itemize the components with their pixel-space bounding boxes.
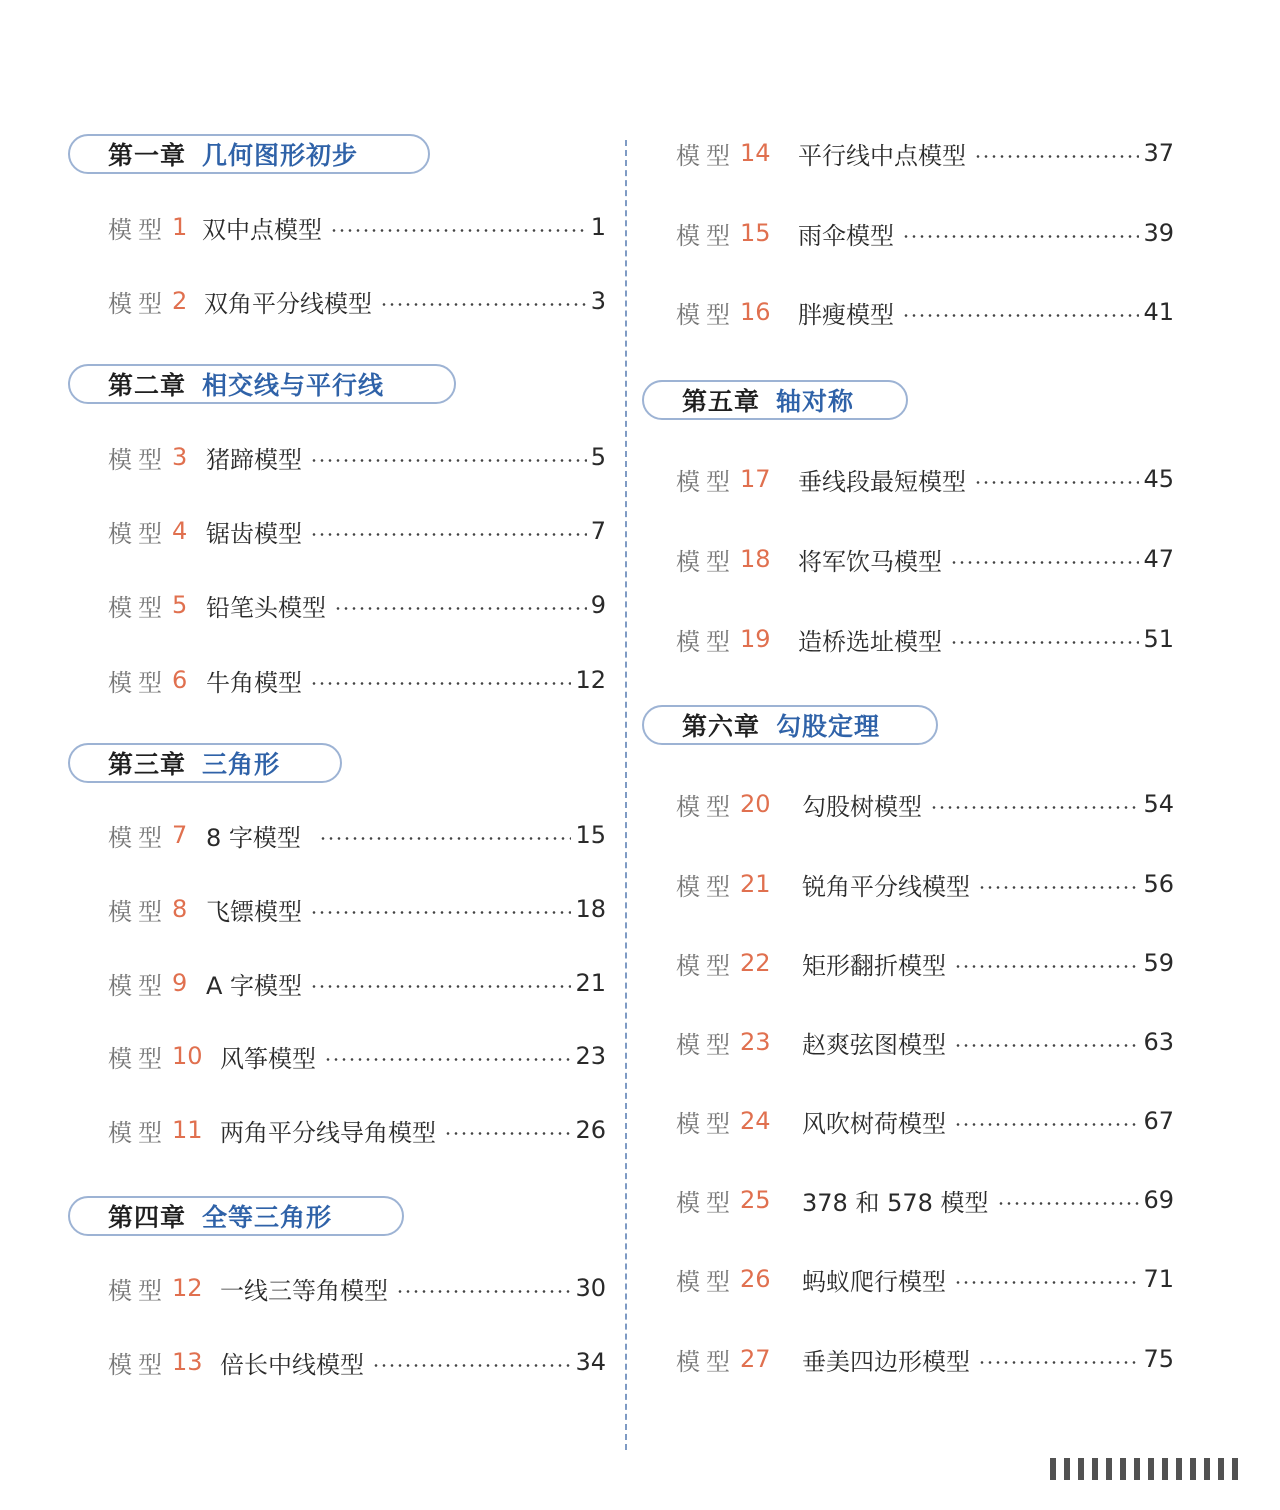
entry-number: 1 — [172, 213, 188, 241]
toc-entry[interactable] — [676, 864, 1174, 904]
chapter-number: 第三章 — [108, 750, 187, 779]
entry-name: 勾股树模型 — [802, 792, 922, 821]
dot-leader — [310, 459, 587, 462]
dot-leader — [310, 533, 587, 536]
toc-left-column — [0, 0, 625, 1510]
entry-name: 双角平分线模型 — [204, 289, 372, 318]
entry-number: 2 — [172, 287, 188, 315]
toc-entry[interactable] — [108, 660, 606, 700]
entry-name: 378 和 578 模型 — [802, 1188, 989, 1217]
entry-label: 模型 — [676, 1347, 736, 1376]
entry-number: 9 — [172, 969, 188, 997]
entry-page: 51 — [1143, 625, 1174, 653]
chapter-heading[interactable] — [642, 705, 938, 745]
entry-name: 锯齿模型 — [206, 519, 302, 548]
chapter-number: 第四章 — [108, 1203, 187, 1232]
dot-leader — [334, 607, 587, 610]
toc-entry[interactable] — [676, 619, 1174, 659]
toc-entry[interactable] — [108, 1268, 606, 1308]
entry-label: 模型 — [108, 445, 168, 474]
entry-number: 16 — [740, 298, 771, 326]
entry-page: 1 — [590, 213, 606, 241]
toc-entry[interactable] — [676, 1022, 1174, 1062]
dot-leader — [954, 965, 1139, 968]
chapter-title: 相交线与平行线 — [202, 371, 385, 400]
entry-page: 5 — [590, 443, 606, 471]
entry-page: 30 — [575, 1274, 606, 1302]
dot-leader — [330, 229, 587, 232]
entry-name: 猪蹄模型 — [206, 445, 302, 474]
dot-leader — [954, 1044, 1139, 1047]
entry-label: 模型 — [676, 1267, 736, 1296]
toc-entry[interactable] — [108, 963, 606, 1003]
entry-label: 模型 — [108, 971, 168, 1000]
dot-leader — [950, 561, 1139, 564]
entry-name: 风吹树荷模型 — [802, 1109, 946, 1138]
dot-leader — [997, 1202, 1140, 1205]
entry-name: 两角平分线导角模型 — [220, 1118, 436, 1147]
dot-leader — [902, 314, 1139, 317]
chapter-title: 三角形 — [202, 750, 281, 779]
dot-leader — [974, 481, 1139, 484]
entry-name: 雨伞模型 — [798, 221, 894, 250]
chapter-title: 轴对称 — [776, 387, 855, 416]
entry-label: 模型 — [676, 467, 736, 496]
dot-leader — [319, 837, 572, 840]
dot-leader — [380, 303, 587, 306]
entry-number: 3 — [172, 443, 188, 471]
entry-number: 11 — [172, 1116, 203, 1144]
dot-leader — [372, 1364, 571, 1367]
entry-label: 模型 — [676, 300, 736, 329]
entry-number: 19 — [740, 625, 771, 653]
toc-entry[interactable] — [676, 1180, 1174, 1220]
entry-name: 一线三等角模型 — [220, 1276, 388, 1305]
entry-label: 模型 — [676, 1188, 736, 1217]
entry-number: 22 — [740, 949, 771, 977]
entry-name: 飞镖模型 — [206, 897, 302, 926]
toc-entry[interactable] — [676, 292, 1174, 332]
entry-number: 13 — [172, 1348, 203, 1376]
chapter-heading[interactable] — [642, 380, 908, 420]
entry-name: 将军饮马模型 — [798, 547, 942, 576]
entry-name: 胖瘦模型 — [798, 300, 894, 329]
entry-label: 模型 — [108, 289, 168, 318]
dot-leader — [974, 155, 1139, 158]
entry-page: 18 — [575, 895, 606, 923]
entry-name: 8 字模型 — [206, 823, 301, 852]
entry-page: 54 — [1143, 790, 1174, 818]
entry-page: 41 — [1143, 298, 1174, 326]
entry-number: 15 — [740, 219, 771, 247]
entry-number: 17 — [740, 465, 771, 493]
entry-page: 71 — [1143, 1265, 1174, 1293]
entry-page: 39 — [1143, 219, 1174, 247]
chapter-title: 全等三角形 — [202, 1203, 333, 1232]
entry-page: 26 — [575, 1116, 606, 1144]
dot-leader — [930, 806, 1139, 809]
entry-number: 25 — [740, 1186, 771, 1214]
entry-number: 6 — [172, 666, 188, 694]
chapter-number: 第一章 — [108, 141, 187, 170]
toc-entry[interactable] — [676, 1339, 1174, 1379]
dot-leader — [954, 1123, 1139, 1126]
dot-leader — [396, 1290, 571, 1293]
toc-entry[interactable] — [676, 1101, 1174, 1141]
toc-entry[interactable] — [676, 943, 1174, 983]
entry-label: 模型 — [676, 951, 736, 980]
entry-name: A 字模型 — [206, 971, 303, 1000]
entry-page: 63 — [1143, 1028, 1174, 1056]
entry-page: 15 — [575, 821, 606, 849]
entry-page: 21 — [575, 969, 606, 997]
entry-number: 27 — [740, 1345, 771, 1373]
entry-name: 牛角模型 — [206, 668, 302, 697]
entry-number: 12 — [172, 1274, 203, 1302]
dot-leader — [954, 1281, 1139, 1284]
entry-page: 69 — [1143, 1186, 1174, 1214]
entry-page: 37 — [1143, 139, 1174, 167]
entry-page: 23 — [575, 1042, 606, 1070]
toc-entry[interactable] — [676, 459, 1174, 499]
entry-label: 模型 — [676, 141, 736, 170]
entry-name: 垂美四边形模型 — [802, 1347, 970, 1376]
toc-entry[interactable] — [108, 1110, 606, 1150]
entry-number: 5 — [172, 591, 188, 619]
entry-label: 模型 — [676, 792, 736, 821]
entry-page: 9 — [590, 591, 606, 619]
chapter-number: 第六章 — [682, 712, 761, 741]
entry-page: 34 — [575, 1348, 606, 1376]
entry-label: 模型 — [676, 221, 736, 250]
entry-label: 模型 — [108, 215, 168, 244]
dot-leader — [978, 1361, 1139, 1364]
toc-entry[interactable] — [108, 1342, 606, 1382]
entry-label: 模型 — [676, 547, 736, 576]
entry-name: 垂线段最短模型 — [798, 467, 966, 496]
entry-name: 铅笔头模型 — [206, 593, 326, 622]
entry-number: 4 — [172, 517, 188, 545]
entry-number: 23 — [740, 1028, 771, 1056]
entry-page: 3 — [590, 287, 606, 315]
entry-number: 20 — [740, 790, 771, 818]
toc-entry[interactable] — [108, 815, 606, 855]
entry-name: 蚂蚁爬行模型 — [802, 1267, 946, 1296]
entry-label: 模型 — [108, 593, 168, 622]
entry-page: 45 — [1143, 465, 1174, 493]
entry-name: 赵爽弦图模型 — [802, 1030, 946, 1059]
dot-leader — [902, 235, 1139, 238]
toc-right-column — [630, 0, 1280, 1510]
entry-label: 模型 — [108, 1118, 168, 1147]
watermark-scribble — [1050, 1458, 1240, 1480]
entry-name: 风筝模型 — [220, 1044, 316, 1073]
entry-number: 24 — [740, 1107, 771, 1135]
toc-entry[interactable] — [108, 889, 606, 929]
toc-entry[interactable] — [676, 213, 1174, 253]
entry-label: 模型 — [108, 668, 168, 697]
dot-leader — [310, 682, 571, 685]
entry-number: 8 — [172, 895, 188, 923]
chapter-number: 第五章 — [682, 387, 761, 416]
entry-number: 14 — [740, 139, 771, 167]
dot-leader — [310, 911, 571, 914]
column-divider — [625, 140, 627, 1450]
chapter-title: 几何图形初步 — [202, 141, 359, 170]
toc-entry[interactable] — [676, 1259, 1174, 1299]
entry-label: 模型 — [676, 872, 736, 901]
entry-page: 67 — [1143, 1107, 1174, 1135]
dot-leader — [978, 886, 1139, 889]
entry-number: 18 — [740, 545, 771, 573]
entry-label: 模型 — [676, 1109, 736, 1138]
chapter-heading[interactable] — [68, 134, 430, 174]
entry-name: 倍长中线模型 — [220, 1350, 364, 1379]
entry-label: 模型 — [108, 1044, 168, 1073]
entry-name: 造桥选址模型 — [798, 627, 942, 656]
chapter-heading[interactable] — [68, 743, 342, 783]
entry-page: 47 — [1143, 545, 1174, 573]
entry-name: 锐角平分线模型 — [802, 872, 970, 901]
dot-leader — [324, 1058, 571, 1061]
entry-page: 75 — [1143, 1345, 1174, 1373]
entry-label: 模型 — [108, 1350, 168, 1379]
toc-entry[interactable] — [108, 207, 606, 247]
entry-label: 模型 — [108, 1276, 168, 1305]
entry-page: 56 — [1143, 870, 1174, 898]
entry-name: 平行线中点模型 — [798, 141, 966, 170]
toc-entry[interactable] — [108, 585, 606, 625]
entry-page: 59 — [1143, 949, 1174, 977]
chapter-title: 勾股定理 — [776, 712, 881, 741]
entry-name: 双中点模型 — [202, 215, 322, 244]
entry-number: 21 — [740, 870, 771, 898]
entry-page: 7 — [590, 517, 606, 545]
toc-entry[interactable] — [676, 133, 1174, 173]
entry-label: 模型 — [108, 823, 168, 852]
toc-entry[interactable] — [108, 281, 606, 321]
entry-label: 模型 — [676, 627, 736, 656]
toc-entry[interactable] — [108, 511, 606, 551]
chapter-heading[interactable] — [68, 1196, 404, 1236]
entry-page: 12 — [575, 666, 606, 694]
entry-name: 矩形翻折模型 — [802, 951, 946, 980]
entry-label: 模型 — [108, 519, 168, 548]
toc-entry[interactable] — [108, 437, 606, 477]
entry-number: 10 — [172, 1042, 203, 1070]
chapter-heading[interactable] — [68, 364, 456, 404]
entry-label: 模型 — [676, 1030, 736, 1059]
toc-entry[interactable] — [676, 539, 1174, 579]
toc-entry[interactable] — [676, 784, 1174, 824]
chapter-number: 第二章 — [108, 371, 187, 400]
toc-entry[interactable] — [108, 1036, 606, 1076]
dot-leader — [950, 641, 1139, 644]
entry-number: 26 — [740, 1265, 771, 1293]
dot-leader — [310, 985, 571, 988]
dot-leader — [444, 1132, 571, 1135]
entry-number: 7 — [172, 821, 188, 849]
entry-label: 模型 — [108, 897, 168, 926]
